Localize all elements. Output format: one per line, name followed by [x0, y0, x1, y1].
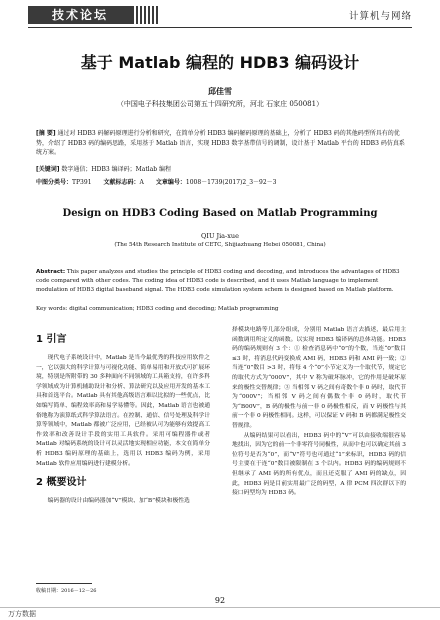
clc-field — [36, 178, 92, 188]
keywords-zh-text: 数字通信；HDB3 编译码；Matlab 编程 — [61, 166, 171, 173]
keywords-zh — [36, 165, 406, 175]
affiliation-zh: （中国电子科技集团公司第五十四研究所，河北 石家庄 050081） — [116, 100, 324, 108]
abstract-zh-text: 通过对 HDB3 码解码原理进行分析和研究，在简单分析 HDB3 编码解码原理的基础上，分析了 HDB3 码的其他码型所具有的优势，介绍了 HDB3 码的编码思路，采用基于 Matlab 语言，实现 HDB3 数字基带信号的调制，设计基于 Matlab 平台的 HDB3 码仿真系统方案。 — [36, 130, 405, 156]
classification-line — [36, 178, 406, 188]
title-en: Design on HDB3 Coding Based on Matlab Programming — [62, 208, 378, 219]
body-column-right — [232, 326, 406, 499]
clc-label: 中图分类号： — [36, 179, 73, 186]
author-zh: 邱佳雪 — [208, 86, 232, 96]
page-number: 92 — [214, 596, 226, 605]
article-no-value: 1008－1739(2017)2_3－92－3 — [185, 179, 277, 186]
journal-name: 计算机与网络 — [348, 11, 412, 22]
title-zh: 基于 Matlab 编程的 HDB3 编码设计 — [80, 53, 360, 72]
doc-code-value: A — [139, 179, 144, 186]
received-date: 收稿日期：2016－12－26 — [36, 588, 97, 594]
header-rule — [28, 27, 412, 28]
section-heading-intro: 1 引言 — [36, 334, 67, 345]
body-column-left — [36, 326, 210, 507]
section-heading-design: 2 概要设计 — [36, 477, 87, 489]
author-en: QIU Jia-xue — [201, 232, 239, 240]
doc-code-field — [104, 178, 144, 188]
database-watermark: 万方数据 — [8, 610, 36, 618]
keywords-en — [36, 305, 406, 314]
abstract-zh-label: [摘 要] — [36, 130, 56, 137]
clc-value: TP391 — [72, 179, 92, 186]
affiliation-en: (The 54th Research Institute of CETC, Shijiazhuang Hebei 050081, China) — [114, 242, 326, 248]
abstract-en-label: Abstract: — [36, 269, 66, 275]
article-no-field — [156, 178, 277, 188]
keywords-en-text: digital communication; HDB3 coding and decoding; Matlab programming — [69, 306, 279, 312]
running-header — [0, 0, 440, 30]
doc-code-label: 文献标志码： — [103, 179, 140, 186]
footer-rule — [0, 607, 440, 608]
section-badge: 技术论坛 — [28, 6, 132, 24]
design-paragraph: 编码器的设计由编码器加“V”模块、加“B”模块和极性选 — [47, 498, 190, 505]
article-no-label: 文章编号： — [155, 179, 186, 186]
keywords-en-label: Key words: — [36, 306, 68, 312]
abstract-en-text: This paper analyzes and studies the principle of HDB3 coding and decoding, and introduces the advantages of HDB3 code compared with other codes. The coding idea of HDB3 code is described, and it uses Matlab language to implement modulation of HDB3 digital baseband signal. The HDB3 code simulation system schem is designed based on Matlab platform. — [36, 269, 400, 293]
keywords-zh-label: [关键词] — [36, 166, 60, 173]
analysis-paragraph: 从编码结果可以看出，HDB3 码中的“V”可以由接收端很容易地找出，因为它的前一个非零符号同极性，从而中也可以确定其前 3 位符号是否为“0”，而“V”符号也可通过“1”来标识，HDB3 码的信号主要在于连“0”数目被限制在 3 个以内。HDB3 码的编码规则不但继承了 AMI 码的所有优点，而且还克服了 AMI 码的缺点，因此，HDB3 码是目前实用最广泛的码型，A 律 PCM 四次群以下的接口码型均为 HDB3 码。 — [232, 432, 406, 497]
abstract-zh — [36, 129, 406, 158]
section-badge-pattern — [132, 6, 160, 24]
abstract-en — [36, 268, 406, 295]
rules-paragraph: 择模块电路等几部分组成，分别用 Matlab 语言去描述，最后用主函数调用所定义的函数。以实现 HDB3 编译码的总体功能。HDB3 码的编码规则有 3 个：① 检查消息码中“0”的个数，当连“0”数目 ≤3 时，将消息代码变换成 AMI 码，HDB3 码和 AMI 码一致；② 当连“0”数目 >3 时，将每 4 个“0”小节定义为一个取代节，规定它的取代方式为“000V”，其中 V 称为破坏脉冲，它的作用是破坏原来的极性交替规律；③ 当相邻 V 码之间有奇数个非 0 码时，取代节为“000V”；当相邻 V 码之间有偶数个非 0 码时，取代节为“B00V”，B 码的极性与前一非 0 码极性相反，而 V 码极性与其前一个非 0 码极性相同。这样，可以保证 V 码和 B 码都满足极性交替规律。 — [232, 327, 406, 429]
intro-paragraph: 现代电子系统设计中，Matlab 是当今最优秀的科技应用软件之一，它以强大的科学计算与可视化功能、简单易用和开放式可扩展环境，特别是所附带的 30 多种面向不同领域的工具箱支持，在许多科学领域成为计算机辅助设计和分析、算法研究以及应用开发的基本工具和首选平台。Matlab 具有其他高级语言难以比拟的一些优点，比如编写简单、编程效率高和易学易懂等。因此，Matlab 语言也被通俗地称为演算纸式科学算法语言。在控制、通信、信号处理及科学计算等领域中，Matlab 都被广泛应用，已经被认可为能够有效提高工作效率和改善设计手段的实用工具软件。采用可编程器件或者 Matlab 对编码系统的设计可以灵活地实现相应功能，本文在简单分析 HDB3 编码原理的基础上，选用以 HDB3 编码为例，采用 Matlab 软件应用编码进行建模分析。 — [36, 355, 210, 467]
footnote-rule — [36, 583, 92, 584]
